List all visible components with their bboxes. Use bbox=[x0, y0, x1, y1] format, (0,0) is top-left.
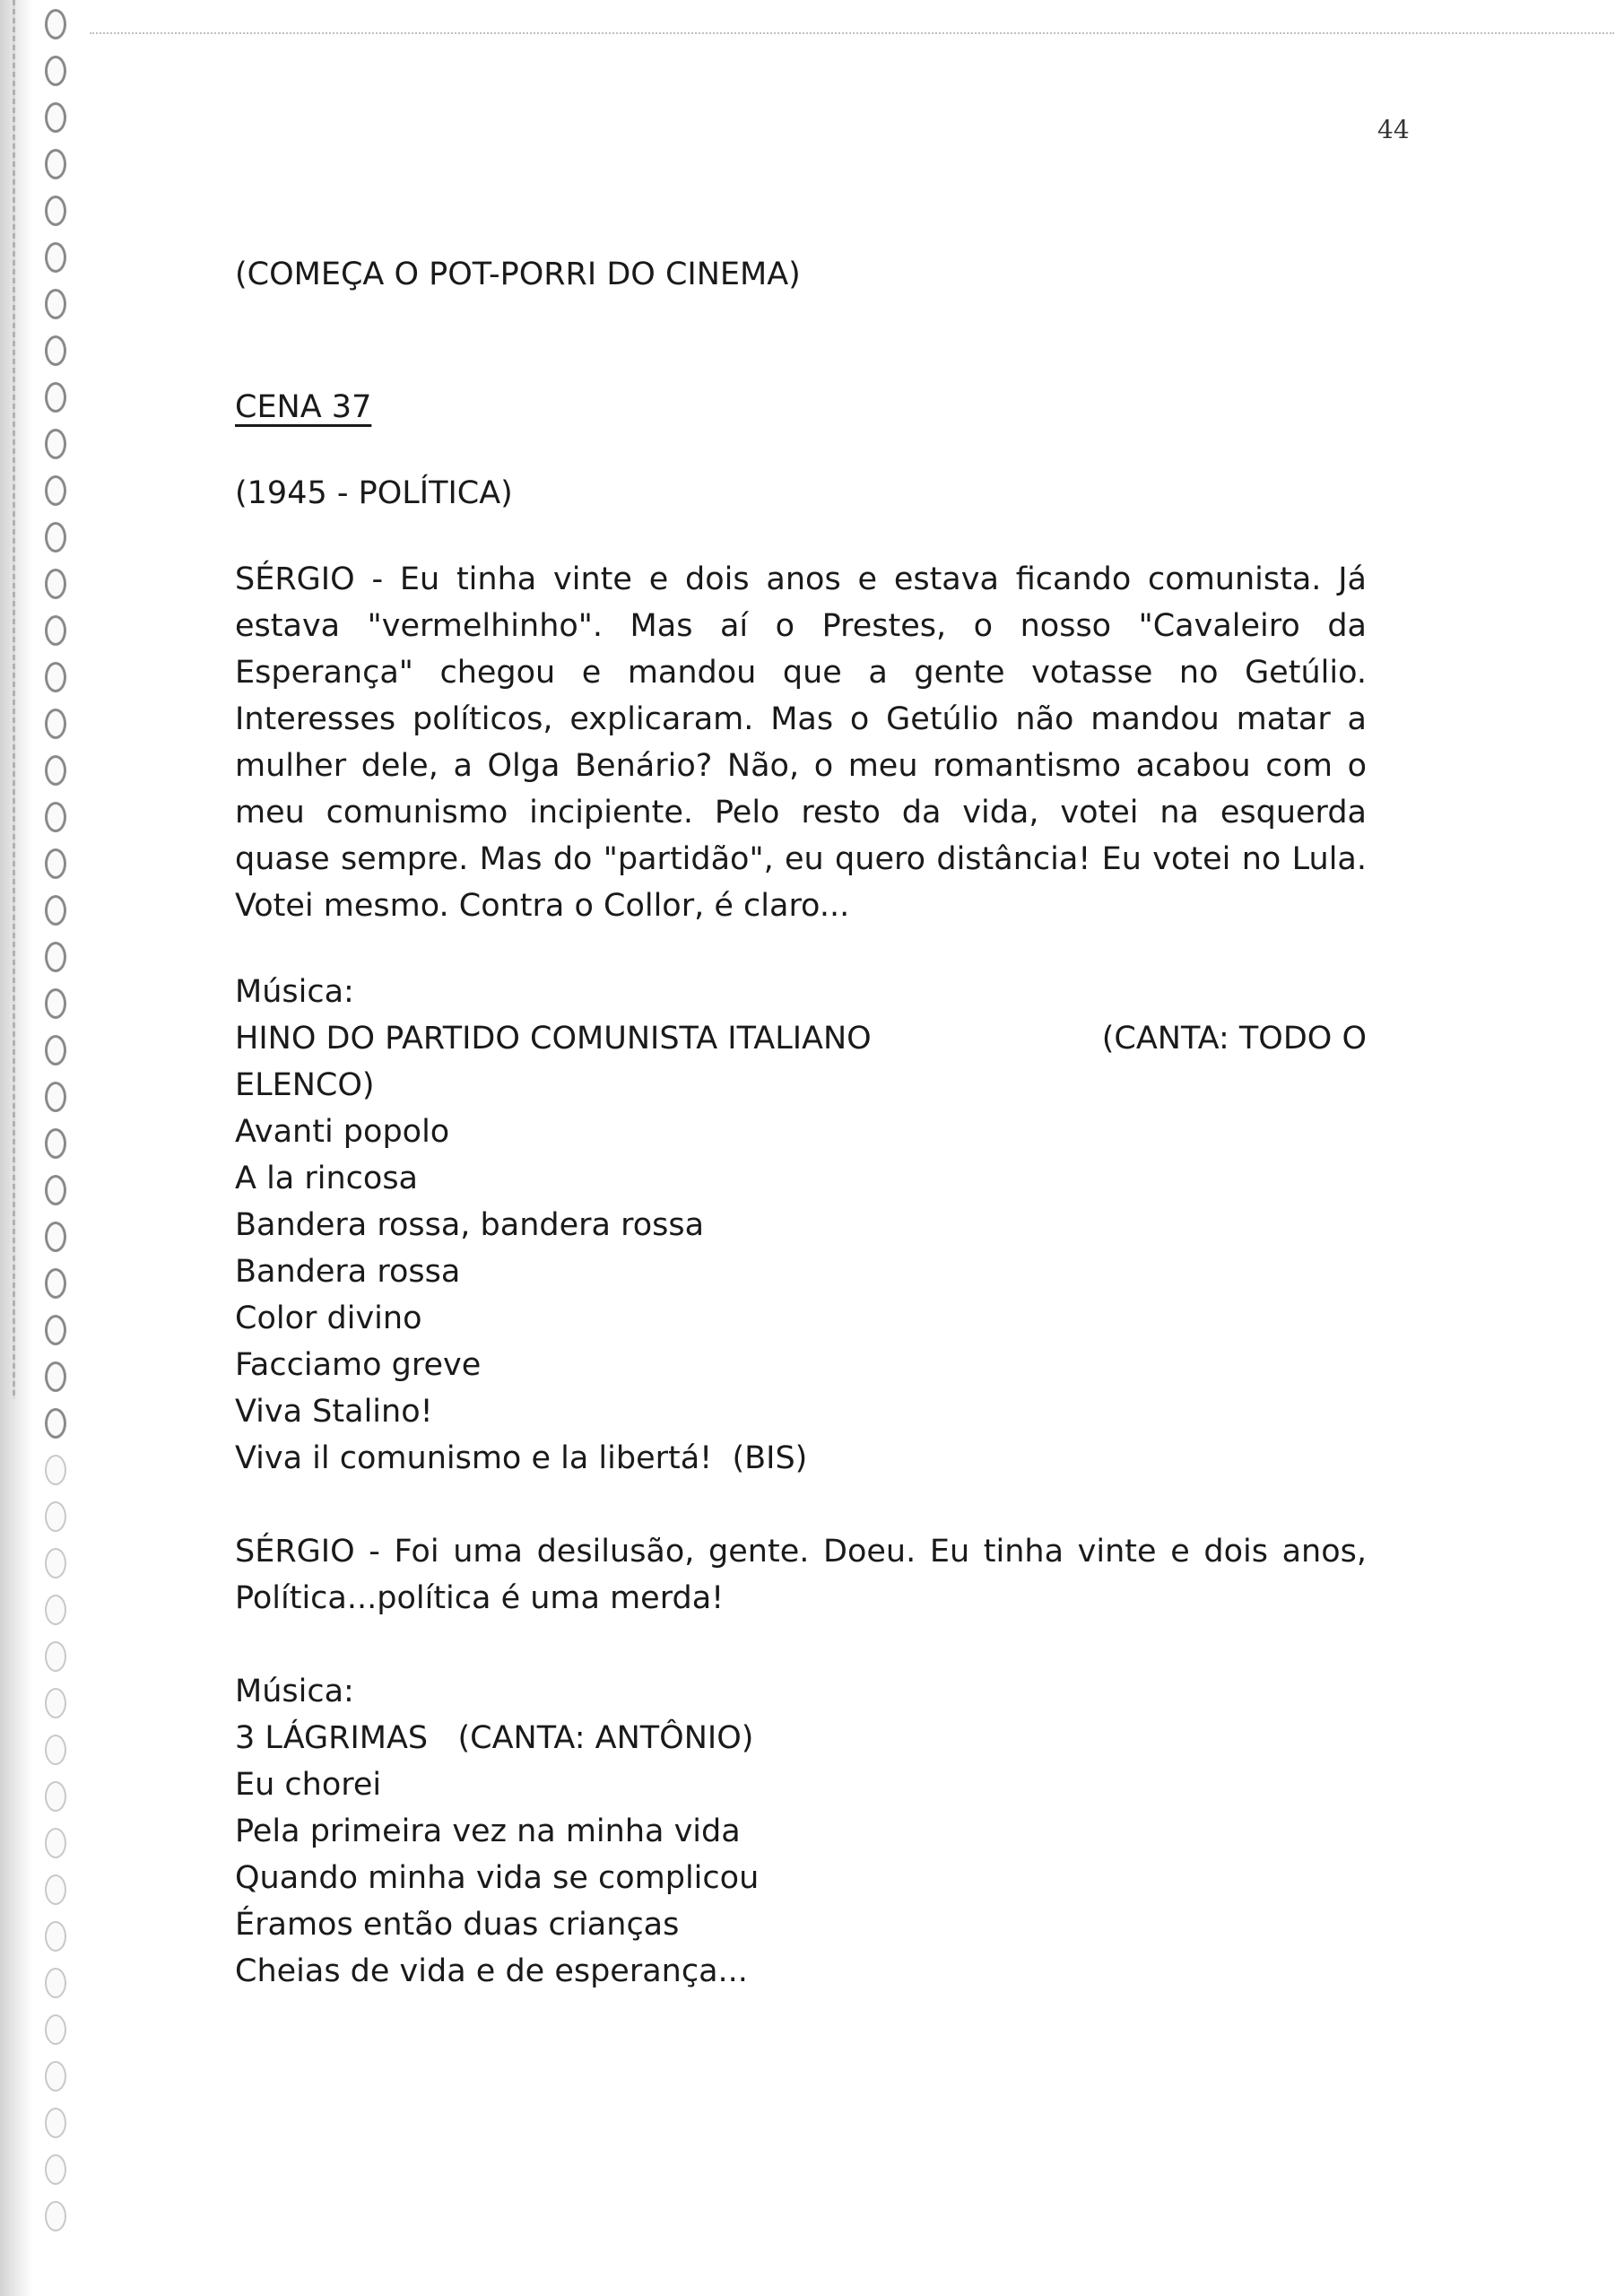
binder-hole bbox=[45, 895, 66, 926]
binder-hole bbox=[45, 149, 66, 179]
binder-hole bbox=[45, 242, 66, 273]
binder-hole bbox=[45, 1035, 66, 1065]
binder-holes bbox=[34, 0, 88, 2296]
binder-hole bbox=[45, 662, 66, 692]
section-heading: (COMEÇA O POT-PORRI DO CINEMA) bbox=[235, 257, 801, 292]
binder-hole bbox=[45, 2014, 66, 2045]
binder-hole bbox=[45, 1968, 66, 1998]
binder-hole bbox=[45, 9, 66, 39]
music-2-title: 3 LÁGRIMAS (CANTA: ANTÔNIO) bbox=[235, 1720, 754, 1756]
binder-hole bbox=[45, 1548, 66, 1578]
binder-hole bbox=[45, 1641, 66, 1672]
top-rule bbox=[90, 32, 1614, 34]
music-2-lyric-line: Pela primeira vez na minha vida bbox=[235, 1813, 741, 1849]
music-1-block bbox=[235, 969, 1367, 1482]
music-1-singer: (CANTA: TODO O bbox=[1101, 1021, 1367, 1057]
binder-hole bbox=[45, 709, 66, 739]
binder-hole bbox=[45, 2061, 66, 2092]
binder-hole bbox=[45, 2154, 66, 2185]
music-2-lyric-line: Cheias de vida e de esperança... bbox=[235, 1953, 748, 1989]
binding-strip bbox=[0, 0, 32, 2296]
binder-hole bbox=[45, 1175, 66, 1205]
music-1-lyric-line: Facciamo greve bbox=[235, 1347, 482, 1383]
binder-hole bbox=[45, 1408, 66, 1439]
binder-hole bbox=[45, 1455, 66, 1485]
binder-hole bbox=[45, 522, 66, 552]
music-1-lyric-line: Bandera rossa, bandera rossa bbox=[235, 1207, 705, 1243]
binder-hole bbox=[45, 102, 66, 133]
music-1-singer-cont: ELENCO) bbox=[235, 1067, 375, 1103]
binder-hole bbox=[45, 429, 66, 459]
binder-hole bbox=[45, 1268, 66, 1299]
binder-hole bbox=[45, 802, 66, 832]
binder-hole bbox=[45, 382, 66, 413]
scene-subtitle: (1945 - POLÍTICA) bbox=[235, 475, 513, 511]
scene-label bbox=[235, 384, 1367, 430]
music-1-lyric-line: Bandera rossa bbox=[235, 1254, 461, 1290]
music-2-lyrics bbox=[235, 1761, 1367, 1995]
binder-hole bbox=[45, 1315, 66, 1345]
music-2-block bbox=[235, 1668, 1367, 1995]
binder-hole bbox=[45, 1781, 66, 1812]
document-body bbox=[235, 251, 1367, 1995]
music-1-title-row bbox=[235, 1015, 1367, 1062]
binder-hole bbox=[45, 1082, 66, 1112]
binder-hole bbox=[45, 1595, 66, 1625]
music-2-lyric-line: Éramos então duas crianças bbox=[235, 1907, 680, 1943]
music-1-label: Música: bbox=[235, 974, 354, 1010]
music-1-lyric-line: Viva il comunismo e la libertá! (BIS) bbox=[235, 1440, 808, 1476]
page-number: 44 bbox=[1377, 115, 1410, 144]
binder-hole bbox=[45, 569, 66, 599]
binder-hole bbox=[45, 1921, 66, 1952]
binder-hole bbox=[45, 988, 66, 1019]
binder-hole bbox=[45, 942, 66, 972]
music-1-lyric-line: Viva Stalino! bbox=[235, 1394, 433, 1430]
binder-hole bbox=[45, 335, 66, 366]
binder-hole bbox=[45, 475, 66, 506]
binder-hole bbox=[45, 755, 66, 786]
binder-hole bbox=[45, 1735, 66, 1765]
music-2-label: Música: bbox=[235, 1674, 354, 1709]
binder-hole bbox=[45, 2108, 66, 2138]
music-1-lyrics bbox=[235, 1109, 1367, 1482]
music-1-title: HINO DO PARTIDO COMUNISTA ITALIANO bbox=[235, 1021, 872, 1057]
music-2-lyric-line: Eu chorei bbox=[235, 1767, 382, 1803]
binder-hole bbox=[45, 1874, 66, 1905]
scene-label-text: CENA 37 bbox=[235, 389, 372, 425]
binder-hole bbox=[45, 1688, 66, 1718]
music-1-lyric-line: Avanti popolo bbox=[235, 1114, 450, 1150]
binder-hole bbox=[45, 1222, 66, 1252]
binder-hole bbox=[45, 1361, 66, 1392]
binder-hole bbox=[45, 615, 66, 646]
binder-hole bbox=[45, 848, 66, 879]
binding-edge bbox=[13, 0, 15, 1399]
monologue-2: SÉRGIO - Foi uma desilusão, gente. Doeu. Eu tinha vinte e dois anos, Política...política é uma merda! bbox=[235, 1534, 1367, 1616]
binder-hole bbox=[45, 1128, 66, 1159]
binder-hole bbox=[45, 56, 66, 86]
music-2-lyric-line: Quando minha vida se complicou bbox=[235, 1860, 760, 1896]
music-1-lyric-line: A la rincosa bbox=[235, 1161, 419, 1196]
binder-hole bbox=[45, 196, 66, 226]
binder-hole bbox=[45, 289, 66, 319]
binder-hole bbox=[45, 1828, 66, 1858]
music-1-lyric-line: Color divino bbox=[235, 1300, 422, 1336]
binder-hole bbox=[45, 2201, 66, 2231]
monologue-1: SÉRGIO - Eu tinha vinte e dois anos e estava ficando comunista. Já estava "vermelhinho". Mas aí o Prestes, o nosso "Cavaleiro da Esperança" chegou e mandou que a gente votasse no Getúlio. Interesses políticos, explicaram. Mas o Getúlio não mandou matar a mulher dele, a Olga Benário? Não, o meu romantismo acabou com o meu comunismo incipiente. Pelo resto da vida, votei na esquerda quase sempre. Mas do "partidão", eu quero distância! Eu votei no Lula. Votei mesmo. Contra o Collor, é claro... bbox=[235, 561, 1367, 924]
binder-hole bbox=[45, 1501, 66, 1532]
